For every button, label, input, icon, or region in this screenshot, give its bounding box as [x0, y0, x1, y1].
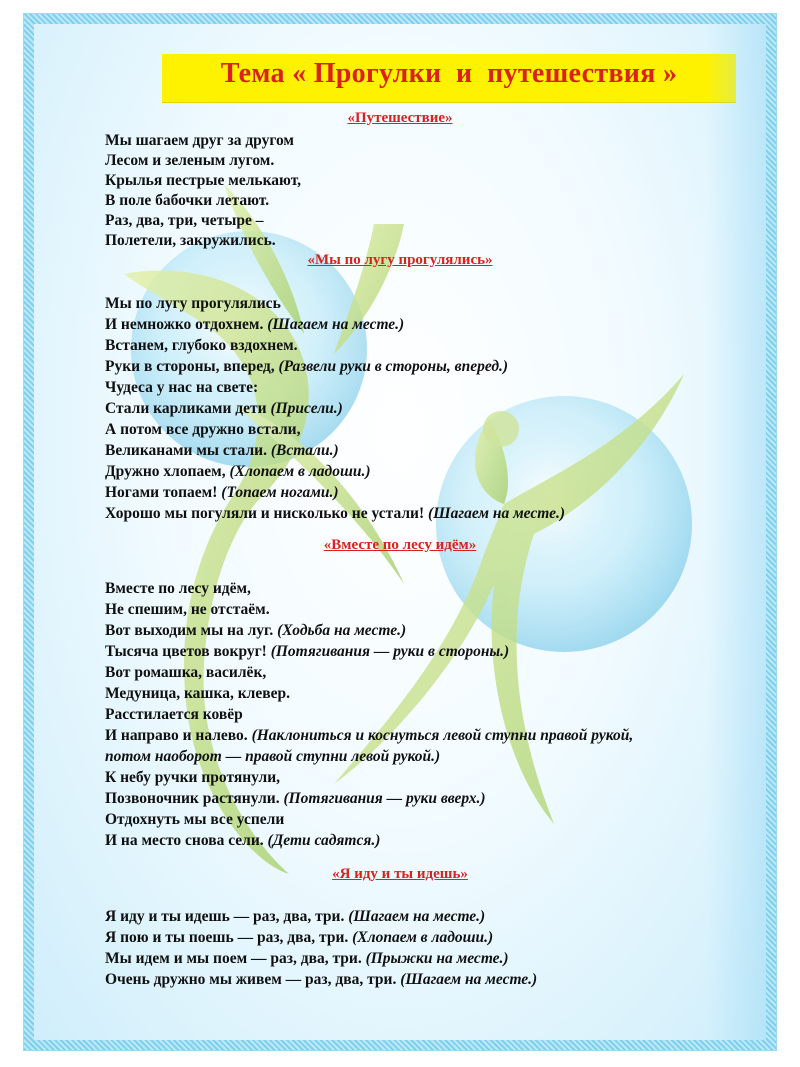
- verse-line: Тысяча цветов вокруг! (Потягивания — руки в стороны.): [105, 643, 510, 660]
- section-heading: «Вместе по лесу идём»: [323, 537, 477, 553]
- verse-line: Мы идем и мы поем — раз, два, три. (Прыжки на месте.): [105, 950, 509, 967]
- verse-line: Вместе по лесу идём,: [105, 580, 251, 597]
- verse-line: Лесом и зеленым лугом.: [105, 152, 275, 169]
- verse-line: Не спешим, не отстаём.: [105, 601, 270, 618]
- verse-line: Я пою и ты поешь — раз, два, три. (Хлопаем в ладоши.): [105, 929, 494, 946]
- verse-line: Я иду и ты идешь — раз, два, три. (Шагаем на месте.): [105, 908, 486, 925]
- verse-line: И на место снова сели. (Дети садятся.): [105, 832, 381, 849]
- verse-line: Очень дружно мы живем — раз, два, три. (Шагаем на месте.): [105, 971, 538, 988]
- verse-line: Позвоночник растянули. (Потягивания — руки вверх.): [105, 790, 486, 807]
- verse-line: Отдохнуть мы все успели: [105, 811, 285, 828]
- section-heading: «Я иду и ты идешь»: [332, 866, 468, 882]
- verse-line: Раз, два, три, четыре –: [105, 212, 264, 229]
- verse-line: Мы шагаем друг за другом: [105, 132, 294, 149]
- title-banner: [162, 54, 736, 102]
- verse-line: Хорошо мы погуляли и нисколько не устали! (Шагаем на месте.): [105, 505, 566, 522]
- page-title: Тема « Прогулки и путешествия »: [220, 58, 678, 89]
- verse-line: К небу ручки протянули,: [105, 769, 281, 786]
- verse-line: Медуница, кашка, клевер.: [105, 685, 290, 702]
- verse-line: потом наоборот — правой ступни левой рукой.): [105, 748, 441, 765]
- verse-line: Встанем, глубоко вздохнем.: [105, 337, 298, 354]
- poster-panel: [34, 24, 766, 1040]
- verse-line: И направо и налево. (Наклониться и коснуться левой ступни правой рукой,: [105, 727, 634, 744]
- verse-line: Расстилается ковёр: [105, 706, 243, 723]
- verse-line: Великанами мы стали. (Встали.): [105, 442, 339, 459]
- verse-line: И немножко отдохнем. (Шагаем на месте.): [105, 316, 405, 333]
- verse-line: Чудеса у нас на свете:: [105, 379, 259, 396]
- verse-line: В поле бабочки летают.: [105, 192, 270, 209]
- verse-line: Ногами топаем! (Топаем ногами.): [105, 484, 339, 501]
- poster-frame: [24, 14, 776, 1050]
- verse-line: Стали карликами дети (Присели.): [105, 400, 343, 417]
- verse-line: Вот ромашка, василёк,: [105, 664, 267, 681]
- section-heading: «Путешествие»: [347, 110, 453, 126]
- verse-line: Дружно хлопаем, (Хлопаем в ладоши.): [105, 463, 371, 480]
- verse-line: Полетели, закружились.: [105, 232, 276, 249]
- verse-line: Крылья пестрые мелькают,: [105, 172, 302, 189]
- verse-line: Мы по лугу прогулялись: [105, 295, 281, 312]
- verse-line: Руки в стороны, вперед, (Развели руки в стороны, вперед.): [105, 358, 509, 375]
- poster-content: [34, 24, 766, 1040]
- verse-line: А потом все дружно встали,: [105, 421, 301, 438]
- verse-line: Вот выходим мы на луг. (Ходьба на месте.): [105, 622, 407, 639]
- section-heading: «Мы по лугу прогулялись»: [307, 252, 493, 268]
